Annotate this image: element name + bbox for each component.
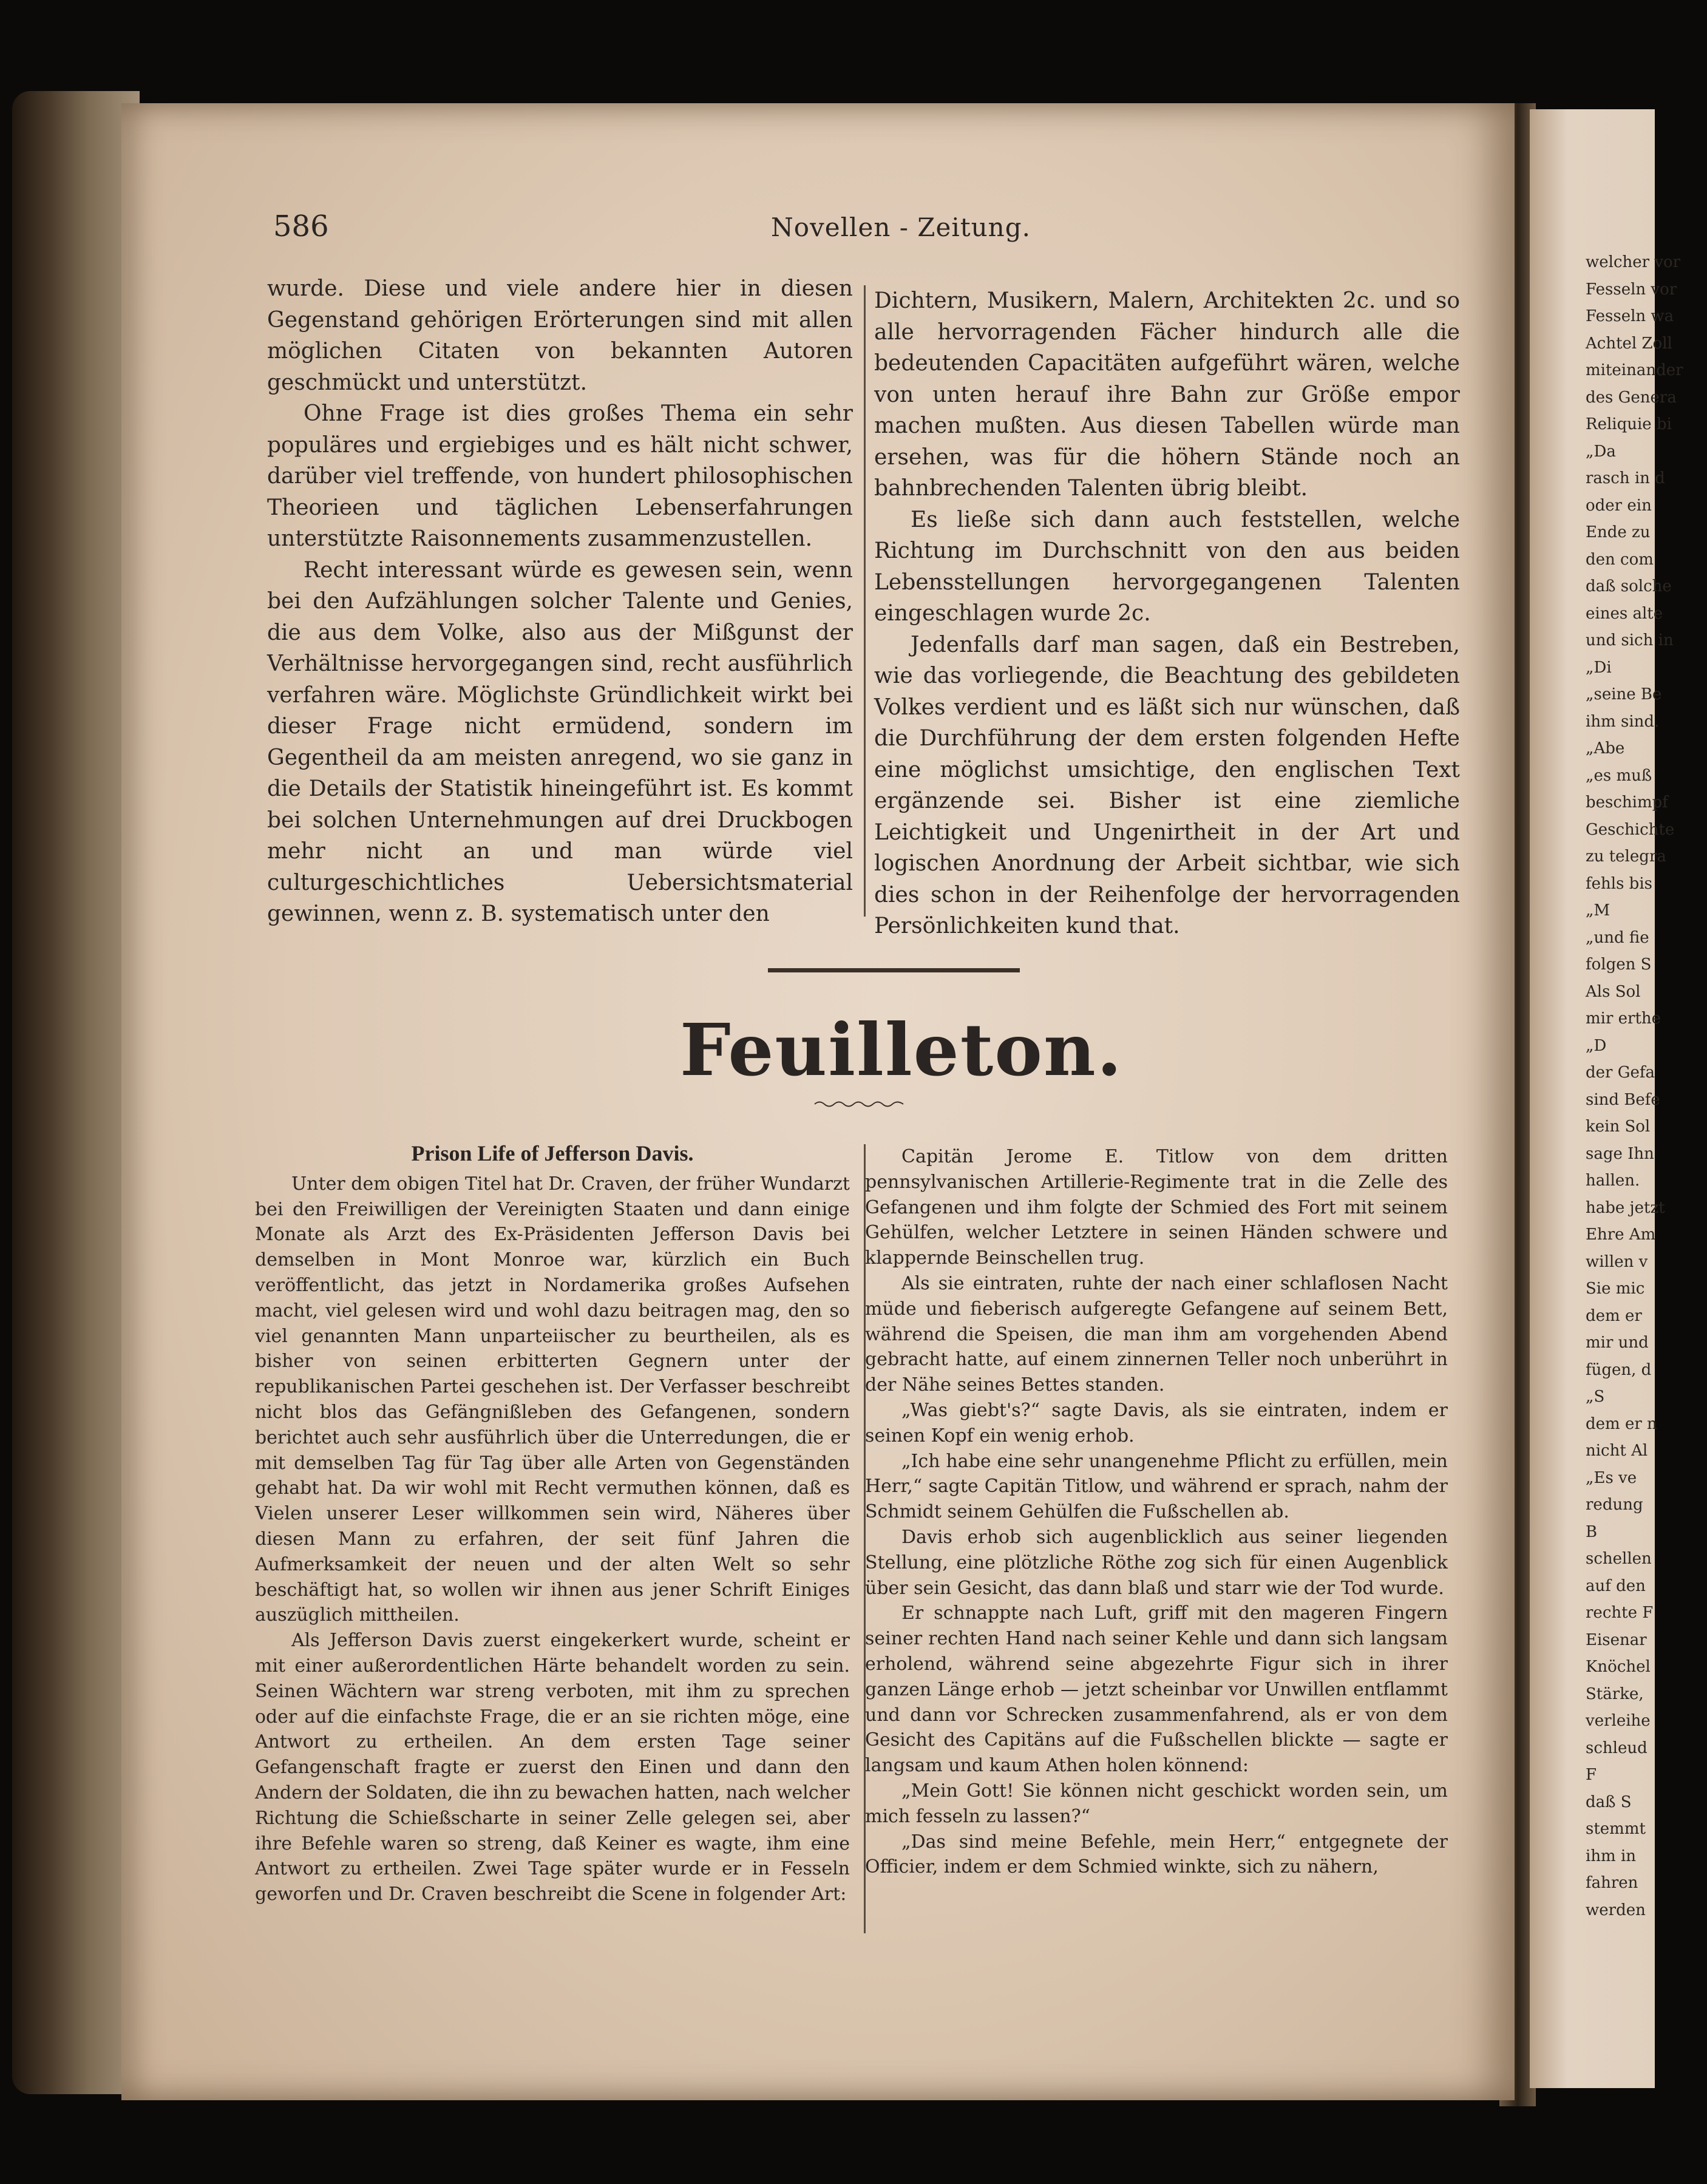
paragraph: Als sie eintraten, ruhte der nach einer schlaflosen Nacht müde und fieberisch aufgeregte Gefangene auf seinem Bett, während die Speisen, die man ihm am vorgehenden Abend gebracht hatte, auf einem zinnernen Teller noch unberührt in der Nähe seines Bettes standen.	[865, 1272, 1448, 1396]
next-page-line: kein Sol	[1586, 1117, 1651, 1136]
next-page-line: Achtel Zoll	[1586, 334, 1672, 353]
next-page-line: Geschichte	[1586, 820, 1675, 839]
next-page-line: mir erthe	[1586, 1009, 1661, 1028]
paragraph: „Das sind meine Befehle, mein Herr,“ entgegnete der Officier, indem er dem Schmied winkte, sich zu nähern,	[865, 1831, 1448, 1878]
next-page-line: willen v	[1586, 1252, 1648, 1271]
next-page-line: daß solche	[1586, 577, 1672, 595]
paragraph: „Mein Gott! Sie können nicht geschickt worden sein, um mich fesseln zu lassen?“	[865, 1780, 1448, 1827]
next-page-line: Sie mic	[1586, 1280, 1645, 1298]
next-page-line: redung	[1586, 1496, 1643, 1514]
paragraph: „Was giebt's?“ sagte Davis, als sie eintraten, indem er seinen Kopf ein wenig erhob.	[865, 1399, 1448, 1446]
next-page-line: „es muß	[1586, 766, 1652, 785]
next-page-line: ihm sind.	[1586, 712, 1660, 731]
next-page-line: Knöchel	[1586, 1658, 1651, 1676]
paragraph: Unter dem obigen Titel hat Dr. Craven, der früher Wundarzt bei den Freiwilligen der Vereinigten Staaten und dann einige Monate als Arzt des Ex-Präsidenten Jefferson Davis bei demselben in Mont Monroe war, kürzlich ein Buch veröffentlicht, das jetzt in Nordamerika großes Aufsehen macht, viel gelesen wird und wohl dazu beitragen mag, den so viel genannten Mann unparteiischer zu beurtheilen, als es bisher von seinen erbitterten Gegnern unter der republikanischen Partei geschehen ist. Der Verfasser beschreibt nicht blos das Gefängnißleben des Gefangenen, sondern berichtet auch sehr ausführlich über die Unterredungen, die er mit demselben Tag für Tag über alle Arten von Gegenständen gehabt hat. Da wir wohl mit Recht vermuthen können, daß es Vielen unserer Leser willkommen sein wird, Näheres über diesen Mann zu erfahren, der seit fünf Jahren die Aufmerksamkeit der neuen und der alten Welt so sehr beschäftigt hat, so wollen wir ihnen aus jener Schrift Einiges auszüglich mittheilen.	[255, 1173, 850, 1626]
paragraph: Ohne Frage ist dies großes Thema ein sehr populäres und ergiebiges und es hält nicht schwer, darüber viel treffende, von hundert philosophischen Theorieen und täglichen Lebenserfahrungen unterstützte Raisonnements zusammenzustellen.	[267, 401, 853, 551]
next-page-line: Stärke,	[1586, 1684, 1644, 1703]
upper-left-column	[267, 273, 853, 930]
book-edge	[12, 91, 140, 2094]
next-page-line: Fesseln wa	[1586, 307, 1674, 325]
next-page-line: „Es ve	[1586, 1468, 1637, 1487]
next-page-line: „M	[1586, 901, 1610, 920]
next-page-line: ihm in	[1586, 1847, 1637, 1865]
next-page-line: Reliquie bi	[1586, 415, 1672, 433]
next-page-line: „Di	[1586, 658, 1612, 677]
running-head: Novellen - Zeitung.	[771, 212, 1031, 242]
next-page-line: Ende zu	[1586, 523, 1651, 541]
next-page-line: verleihe	[1586, 1712, 1651, 1730]
paragraph: Recht interessant würde es gewesen sein, wenn bei den Aufzählungen solcher Talente und Genies, die aus dem Volke, also aus der Mißgunst der Verhältnisse hervorgegangen sind, recht ausführlich verfahren wäre. Möglichste Gründlichkeit wirkt bei dieser Frage nicht ermüdend, sondern im Gegentheil da am meisten anregend, wo sie ganz in die Details der Statistik hineingeführt ist. Es kommt bei solchen Unternehmungen auf drei Druckbogen mehr nicht an und man würde viel culturgeschichtliches Uebersichtsmaterial gewinnen, wenn z. B. systematisch unter den	[267, 557, 853, 926]
next-page-line: hallen.	[1586, 1172, 1640, 1190]
next-page-line: Ehre Am	[1586, 1226, 1656, 1244]
next-page-line: beschimpf	[1586, 793, 1668, 812]
next-page-line: mir und	[1586, 1334, 1649, 1352]
next-page-line: B	[1586, 1522, 1598, 1541]
article-title: Prison Life of Jefferson Davis.	[411, 1141, 694, 1165]
section-rule	[768, 968, 1020, 972]
right-page-fragment	[1530, 109, 1683, 2088]
paragraph: Er schnappte nach Luft, griff mit den mageren Fingern seiner rechten Hand nach seiner Kehle und dann sich langsam erholend, während seine abgezehrte Figur sich in ihrer ganzen Länge erhob — jetzt scheinbar vor Unwillen entflammt und dann vor Schrecken zusammenfahrend, als er von dem Gesicht des Capitäns auf die Fußschellen blickte — sagte er langsam und kaum Athen holen könnend:	[865, 1602, 1448, 1777]
next-page-line: Als Sol	[1586, 982, 1641, 1001]
next-page-line: F	[1586, 1766, 1597, 1784]
next-page-line: schleud	[1586, 1738, 1648, 1757]
next-page-line: stemmt	[1586, 1820, 1646, 1838]
next-page-line: dem er	[1586, 1306, 1642, 1325]
next-page-line: sage Ihn	[1586, 1144, 1654, 1163]
next-page-line: fehls bis	[1586, 874, 1652, 893]
next-page-line: rasch in d	[1586, 469, 1665, 487]
paragraph: „Ich habe eine sehr unangenehme Pflicht zu erfüllen, mein Herr,“ sagte Capitän Titlow, und während er sprach, nahm der Schmidt seinem Gehülfen die Fußschellen ab.	[865, 1450, 1448, 1523]
next-page-text	[1586, 249, 1707, 1924]
next-page-line: daß S	[1586, 1792, 1632, 1811]
page-number: 586	[273, 209, 329, 243]
next-page-line: schellen	[1586, 1550, 1652, 1568]
next-page-line: „und fie	[1586, 928, 1649, 947]
next-page-line: rechte F	[1586, 1604, 1654, 1622]
next-page-line: den com	[1586, 550, 1654, 569]
next-page-line: fügen, d	[1586, 1360, 1652, 1379]
paragraph: Es ließe sich dann auch feststellen, welche Richtung im Durchschnitt von den aus beiden Lebensstellungen hervorgegangenen Talenten eingeschlagen wurde 2c.	[874, 507, 1460, 626]
paragraph: Capitän Jerome E. Titlow von dem dritten pennsylvanischen Artillerie-Regimente trat in die Zelle des Gefangenen und ihm folgte der Schmied des Fort mit seinem Gehülfen, welcher Letztere in seinen Händen schwere und klappernde Beinschellen trug.	[865, 1146, 1448, 1269]
section-title: Feuilleton.	[680, 1008, 1123, 1092]
next-page-line: „seine Be	[1586, 685, 1662, 704]
paragraph: wurde. Diese und viele andere hier in diesen Gegenstand gehörigen Erörterungen sind mit allen möglichen Citaten von bekannten Autoren geschmückt und unterstützt.	[267, 276, 853, 395]
next-page-line: sind Befe	[1586, 1090, 1660, 1109]
next-page-line: werden	[1586, 1901, 1646, 1919]
next-page-line: dem er n	[1586, 1414, 1657, 1433]
next-page-line: Fesseln vor	[1586, 280, 1677, 299]
next-page-line: der Gefa	[1586, 1063, 1655, 1082]
next-page-line: oder ein	[1586, 496, 1652, 515]
paragraph: Dichtern, Musikern, Malern, Architekten 2c. und so alle hervorragenden Fächer hindurch alle die bedeutenden Capacitäten aufgeführt wären, welche von unten herauf ihre Bahn zur Größe empor machen mußten. Aus diesen Tabellen würde man ersehen, was für die höhern Stände noch an bahnbrechenden Talenten übrig bleibt.	[874, 288, 1460, 501]
next-page-line: nicht Al	[1586, 1442, 1648, 1460]
paragraph: Als Jefferson Davis zuerst eingekerkert wurde, scheint er mit einer außerordentlichen Härte behandelt worden zu sein. Seinen Wächtern war streng verboten, mit ihm zu sprechen oder auf die einfachste Frage, die er an sie richten möge, eine Antwort zu ertheilen. An dem ersten Tage seiner Gefangenschaft fragte er zuerst den Einen und dann den Andern der Soldaten, die ihn zu bewachen hatten, nach welcher Richtung die Schießscharte in seiner Zelle gelegen sei, aber ihre Befehle waren so streng, daß Keiner es wagte, ihm eine Antwort zu ertheilen. Zwei Tage später wurde er in Fesseln geworfen und Dr. Craven beschreibt die Scene in folgender Art:	[255, 1630, 850, 1905]
paragraph: Jedenfalls darf man sagen, daß ein Bestreben, wie das vorliegende, die Beachtung des gebildeten Volkes verdient und es läßt sich nur wünschen, daß die Durchführung der dem ersten folgenden Hefte eine möglichst umsichtige, den englischen Text ergänzende sei. Bisher ist eine ziemliche Leichtigkeit und Ungenirtheit in der Art und logischen Anordnung der Arbeit sichtbar, wie sich dies schon in der Reihenfolge der hervorragenden Persönlichkeiten kund that.	[874, 632, 1460, 938]
next-page-line: folgen S	[1586, 955, 1652, 974]
next-page-line: des Genera	[1586, 388, 1677, 407]
next-page-line: „S	[1586, 1388, 1605, 1406]
feuilleton-right-column	[865, 1144, 1448, 1880]
paragraph: Davis erhob sich augenblicklich aus seiner liegenden Stellung, eine plötzliche Röthe zog sich für einen Augenblick über sein Gesicht, das dann blaß und starr wie der Tod wurde.	[865, 1526, 1448, 1599]
flourish-ornament	[813, 1099, 904, 1110]
next-page-line: „D	[1586, 1036, 1607, 1055]
next-page-line: „Abe	[1586, 739, 1625, 758]
column-divider	[864, 285, 866, 917]
next-page-line: „Da	[1586, 442, 1616, 461]
next-page-line: zu telegra	[1586, 847, 1666, 866]
next-page-line: eines alte	[1586, 604, 1663, 623]
feuilleton-left-column	[255, 1141, 850, 1907]
next-page-line: miteinander	[1586, 361, 1683, 379]
next-page-line: auf den	[1586, 1576, 1646, 1595]
next-page-line: und sich in	[1586, 631, 1674, 649]
next-page-line: fahren	[1586, 1874, 1638, 1892]
upper-right-column	[874, 285, 1460, 942]
next-page-line: habe jetzt	[1586, 1198, 1665, 1217]
next-page-line: welcher vor	[1586, 253, 1681, 271]
next-page-line: Eisenar	[1586, 1630, 1647, 1649]
